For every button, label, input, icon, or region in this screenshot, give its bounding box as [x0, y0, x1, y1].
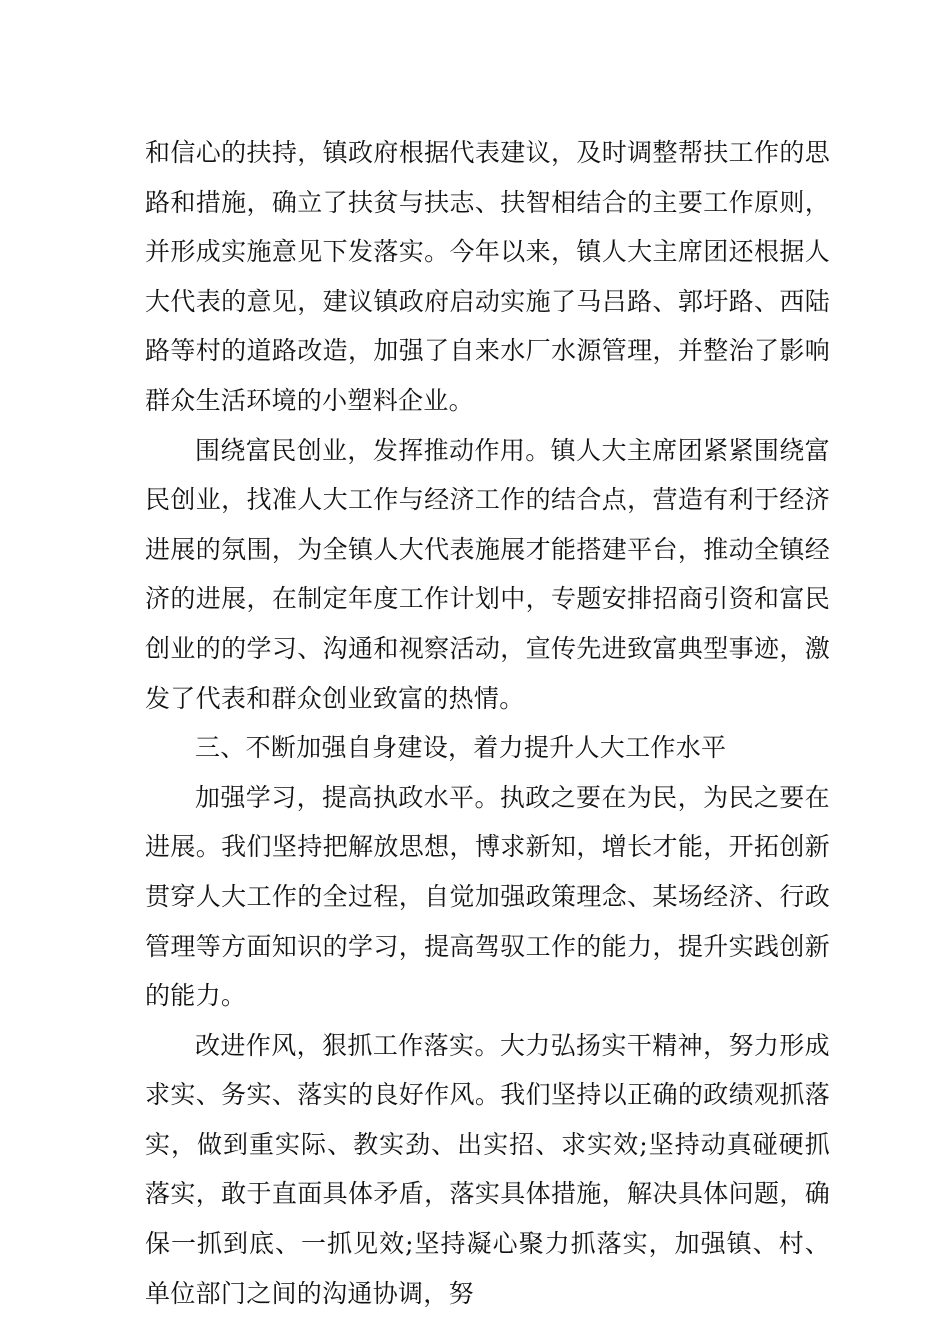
- paragraph-prosperity: 围绕富民创业，发挥推动作用。镇人大主席团紧紧围绕富民创业，找准人大工作与经济工作的结合点，营造有利于经济进展的氛围，为全镇人大代表施展才能搭建平台，推动全镇经济的进展，在制定年度工作计划中，专题安排招商引资和富民创业的的学习、沟通和视察活动，宣传先进致富典型事迹，激发了代表和群众创业致富的热情。: [145, 435, 830, 713]
- paragraph-continued: 和信心的扶持，镇政府根据代表建议，及时调整帮扶工作的思路和措施，确立了扶贫与扶志、扶智相结合的主要工作原则，并形成实施意见下发落实。今年以来，镇人大主席团还根据人大代表的意见，建议镇政府启动实施了马吕路、郭圩路、西陆路等村的道路改造，加强了自来水厂水源管理，并整治了影响群众生活环境的小塑料企业。: [145, 138, 830, 415]
- document-body: [145, 128, 830, 1318]
- paragraph-work-style: 改进作风，狠抓工作落实。大力弘扬实干精神，努力形成求实、务实、落实的良好作风。我们坚持以正确的政绩观抓落实，做到重实际、教实劲、出实招、求实效;坚持动真碰硬抓落实，敢于直面具体矛盾，落实具体措施，解决具体问题，确保一抓到底、一抓见效;坚持凝心聚力抓落实，加强镇、村、单位部门之间的沟通协调，努: [145, 1030, 830, 1308]
- section-heading: 三、不断加强自身建设，着力提升人大工作水平: [195, 733, 727, 763]
- paragraph-study: 加强学习，提高执政水平。执政之要在为民，为民之要在进展。我们坚持把解放思想，博求新知，增长才能，开拓创新贯穿人大工作的全过程，自觉加强政策理念、某场经济、行政管理等方面知识的学习，提高驾驭工作的能力，提升实践创新的能力。: [145, 782, 830, 1011]
